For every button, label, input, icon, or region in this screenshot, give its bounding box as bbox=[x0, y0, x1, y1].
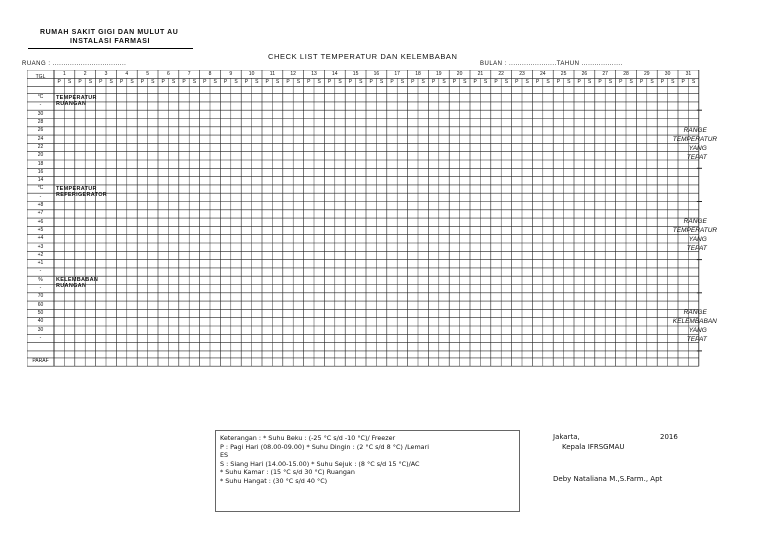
range-note-line: YANG TEPAT bbox=[686, 236, 707, 253]
siang-label: S bbox=[421, 78, 425, 85]
legend-line: S : Siang Hari (14.00-15.00) * Suhu Sejuk : (8 °C s/d 15 °C)/AC bbox=[220, 459, 420, 468]
siang-label: S bbox=[671, 78, 675, 85]
pagi-label: P bbox=[494, 78, 498, 85]
legend-line: P : Pagi Hari (08.00-09.00) * Suhu Dingin : (2 °C s/d 8 °C) /Lemari bbox=[220, 442, 430, 451]
ruang-field: RUANG : .................................. bbox=[22, 61, 127, 67]
siang-label: S bbox=[691, 78, 696, 85]
scale-label: 24 bbox=[37, 135, 44, 142]
day-number: 16 bbox=[373, 70, 380, 77]
day-number: 27 bbox=[602, 70, 608, 77]
siang-label: S bbox=[338, 78, 342, 85]
siang-label: S bbox=[650, 78, 654, 85]
day-number: 14 bbox=[332, 70, 338, 77]
day-number: 12 bbox=[290, 70, 296, 77]
pagi-label: P bbox=[265, 78, 269, 85]
scale-label: 60 bbox=[37, 301, 44, 308]
day-number: 9 bbox=[229, 70, 233, 77]
range-note-line: KELEMBABAN bbox=[672, 318, 717, 326]
day-number: 22 bbox=[498, 70, 504, 77]
table-grid-lines bbox=[27, 70, 702, 425]
siang-label: S bbox=[130, 78, 134, 85]
range-note-line: TEMPERATUR bbox=[672, 227, 718, 235]
paraf-label: PARAF bbox=[32, 358, 49, 365]
pagi-label: P bbox=[119, 78, 124, 85]
pagi-label: P bbox=[203, 78, 207, 85]
scale-label: +7 bbox=[37, 210, 44, 217]
day-number: 7 bbox=[187, 70, 191, 77]
pagi-label: P bbox=[473, 78, 477, 85]
range-note-line: TEMPERATUR bbox=[672, 135, 718, 143]
hospital-name: RUMAH SAKIT GIGI DAN MULUT AU bbox=[40, 29, 179, 36]
keterangan-legend bbox=[215, 430, 520, 512]
pagi-label: P bbox=[598, 78, 602, 85]
range-note-line: RANGE bbox=[683, 309, 707, 317]
day-number: 24 bbox=[540, 70, 546, 77]
day-number: 29 bbox=[644, 70, 650, 77]
section-title: KELEMBABAN RUANGAN bbox=[56, 277, 99, 290]
range-note bbox=[672, 308, 717, 344]
scale-label: 28 bbox=[37, 119, 44, 125]
day-number: 25 bbox=[560, 70, 567, 77]
scale-label: - bbox=[39, 285, 42, 291]
pagi-label: P bbox=[452, 78, 457, 85]
pagi-label: P bbox=[431, 78, 436, 85]
pagi-label: P bbox=[182, 78, 186, 85]
scale-label: 20 bbox=[37, 152, 44, 159]
scale-label: 26 bbox=[37, 127, 44, 134]
siang-label: S bbox=[275, 78, 280, 85]
day-number: 11 bbox=[269, 70, 275, 77]
siang-label: S bbox=[213, 78, 217, 85]
scale-label: +5 bbox=[37, 226, 44, 233]
day-number: 15 bbox=[352, 70, 359, 77]
pagi-label: P bbox=[307, 78, 311, 85]
scale-label: 30 bbox=[37, 326, 44, 333]
day-number: 26 bbox=[581, 70, 588, 77]
scale-label: 14 bbox=[37, 177, 44, 184]
pagi-label: P bbox=[411, 78, 415, 85]
pagi-label: P bbox=[681, 78, 685, 85]
signature-position: Kepala IFRSGMAU bbox=[562, 443, 625, 451]
pagi-label: P bbox=[161, 78, 165, 85]
section-unit: °C bbox=[37, 185, 44, 192]
legend-line: * Suhu Kamar : (15 °C s/d 30 °C) Ruangan bbox=[220, 468, 355, 477]
signature-year: 2016 bbox=[660, 433, 678, 441]
siang-label: S bbox=[255, 78, 259, 85]
day-number: 5 bbox=[146, 70, 149, 77]
section-title: TEMPERATUR REFERIGERATOR bbox=[56, 185, 108, 198]
siang-label: S bbox=[587, 78, 592, 85]
scale-label: 50 bbox=[37, 309, 44, 316]
siang-label: S bbox=[463, 78, 467, 85]
pagi-label: P bbox=[223, 78, 228, 85]
scale-label: 22 bbox=[37, 143, 44, 150]
siang-label: S bbox=[567, 78, 571, 85]
siang-label: S bbox=[192, 78, 197, 85]
day-number: 31 bbox=[685, 70, 692, 77]
scale-label: +3 bbox=[37, 243, 44, 250]
page-title: CHECK LIST TEMPERATUR DAN KELEMBABAN bbox=[268, 52, 458, 61]
day-number: 17 bbox=[394, 70, 400, 77]
siang-label: S bbox=[442, 78, 446, 85]
pagi-label: P bbox=[660, 78, 665, 85]
section-unit: % bbox=[38, 276, 43, 283]
section-title: TEMPERATUR RUANGAN bbox=[56, 94, 97, 107]
pagi-label: P bbox=[57, 78, 61, 85]
pagi-label: P bbox=[140, 78, 145, 85]
range-note bbox=[672, 217, 718, 253]
scale-label: - bbox=[39, 334, 42, 341]
siang-label: S bbox=[317, 78, 321, 85]
tgl-label: TGL bbox=[35, 74, 46, 80]
range-note-line: YANG TEPAT bbox=[686, 327, 707, 344]
scale-label: 30 bbox=[37, 110, 44, 117]
siang-label: S bbox=[483, 78, 488, 85]
pagi-label: P bbox=[327, 78, 332, 85]
siang-label: S bbox=[504, 78, 509, 85]
scale-label: - bbox=[39, 268, 42, 275]
day-number: 3 bbox=[104, 70, 108, 77]
scale-label: - bbox=[39, 193, 42, 200]
scale-label: 40 bbox=[37, 318, 44, 325]
siang-label: S bbox=[109, 78, 113, 85]
day-number: 21 bbox=[477, 70, 484, 77]
legend-line: Keterangan : * Suhu Beku : (-25 °C s/d -10 °C)/ Freezer bbox=[220, 434, 396, 442]
siang-label: S bbox=[151, 78, 155, 85]
day-number: 28 bbox=[623, 70, 629, 77]
signature-name: Deby Nataliana M.,S.Farm., Apt bbox=[553, 475, 663, 483]
day-number: 1 bbox=[63, 70, 66, 77]
range-note bbox=[672, 126, 718, 162]
pagi-label: P bbox=[556, 78, 561, 85]
pagi-label: P bbox=[535, 78, 540, 85]
pagi-label: P bbox=[639, 78, 644, 85]
pagi-label: P bbox=[515, 78, 519, 85]
scale-label: +1 bbox=[37, 260, 44, 267]
pagi-label: P bbox=[348, 78, 353, 85]
scale-label: 16 bbox=[37, 168, 44, 175]
pagi-label: P bbox=[619, 78, 623, 85]
siang-label: S bbox=[234, 78, 238, 85]
day-number: 2 bbox=[83, 70, 87, 77]
day-number: 18 bbox=[415, 70, 421, 77]
siang-label: S bbox=[608, 78, 613, 85]
day-number: 10 bbox=[248, 70, 255, 77]
scale-label: +4 bbox=[37, 235, 44, 242]
day-number: 4 bbox=[125, 70, 129, 77]
siang-label: S bbox=[629, 78, 633, 85]
scale-label: 70 bbox=[37, 293, 44, 300]
siang-label: S bbox=[88, 78, 93, 85]
range-note-line: YANG TEPAT bbox=[686, 144, 707, 161]
day-number: 6 bbox=[167, 70, 170, 77]
siang-label: S bbox=[296, 78, 301, 85]
siang-label: S bbox=[67, 78, 72, 85]
pagi-label: P bbox=[78, 78, 82, 85]
scale-label: - bbox=[39, 102, 42, 109]
day-number: 19 bbox=[436, 70, 442, 77]
header-divider bbox=[28, 48, 193, 49]
day-number: 8 bbox=[208, 70, 212, 77]
legend-line: ES bbox=[220, 451, 229, 460]
siang-label: S bbox=[525, 78, 529, 85]
siang-label: S bbox=[359, 78, 363, 85]
pagi-label: P bbox=[99, 78, 103, 85]
siang-label: S bbox=[379, 78, 384, 85]
siang-label: S bbox=[171, 78, 176, 85]
section-unit: °C bbox=[37, 94, 44, 101]
pagi-label: P bbox=[286, 78, 290, 85]
day-number: 30 bbox=[664, 70, 671, 77]
scale-label: +8 bbox=[37, 202, 44, 208]
siang-label: S bbox=[400, 78, 405, 85]
pagi-label: P bbox=[390, 78, 394, 85]
day-number: 20 bbox=[456, 70, 463, 77]
day-number: 13 bbox=[311, 70, 317, 77]
range-note-line: RANGE bbox=[683, 218, 707, 226]
signature-place: Jakarta, bbox=[553, 433, 580, 441]
pagi-label: P bbox=[369, 78, 373, 85]
scale-label: +2 bbox=[37, 251, 44, 258]
bulan-tahun-field: BULAN : ......................TAHUN ................... bbox=[480, 61, 623, 67]
day-number: 23 bbox=[519, 70, 525, 77]
unit-name: INSTALASI FARMASI bbox=[70, 38, 151, 45]
scale-label: 18 bbox=[37, 160, 44, 167]
range-note-line: RANGE bbox=[683, 126, 707, 134]
legend-line: * Suhu Hangat : (30 °C s/d 40 °C) bbox=[220, 476, 328, 485]
scale-label: +6 bbox=[37, 218, 44, 225]
pagi-label: P bbox=[577, 78, 581, 85]
pagi-label: P bbox=[244, 78, 249, 85]
siang-label: S bbox=[546, 78, 550, 85]
